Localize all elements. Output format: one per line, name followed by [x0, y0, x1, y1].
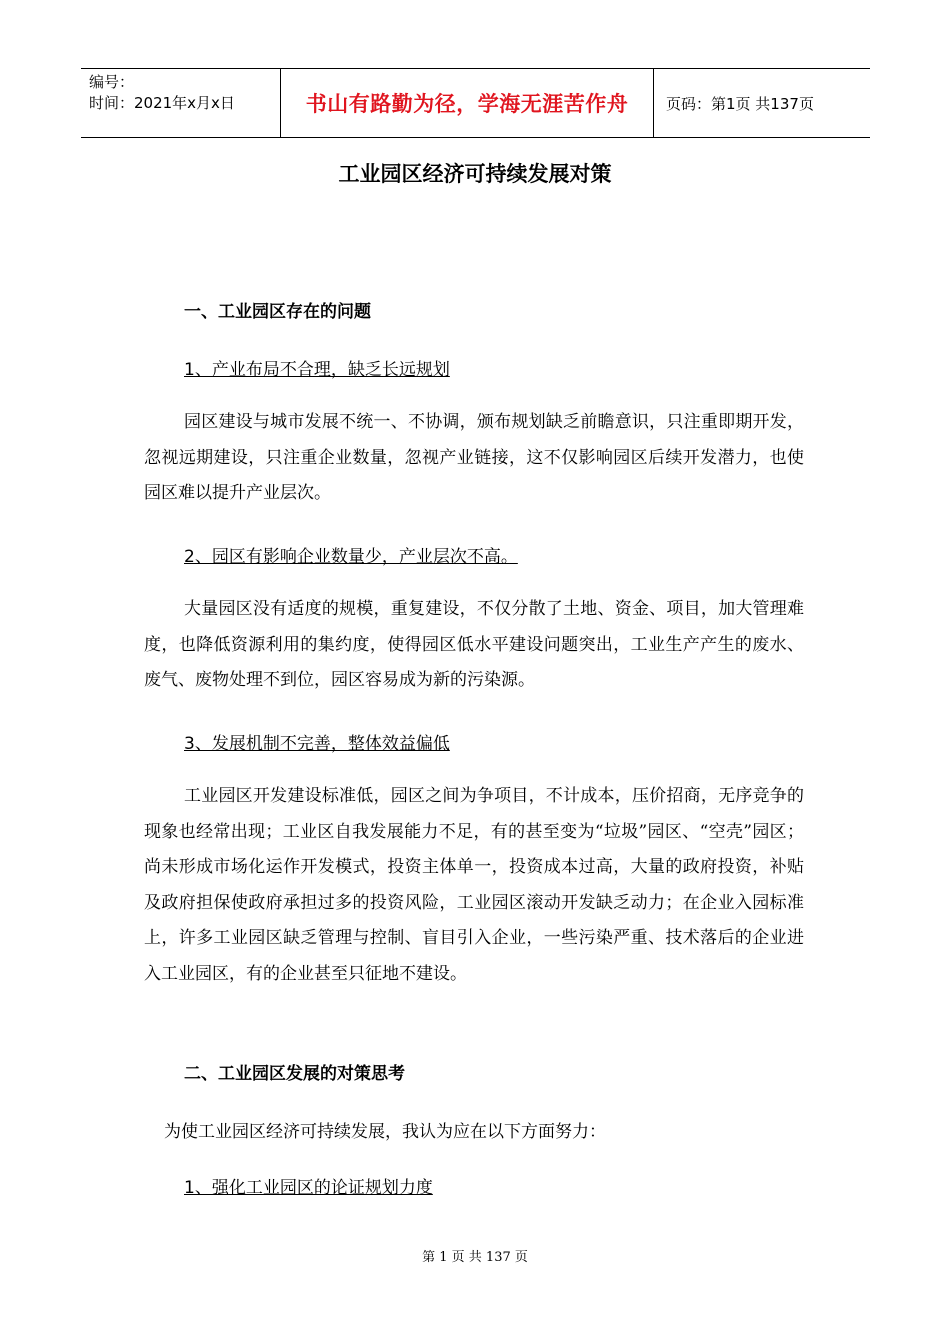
section2-heading: 二、工业园区发展的对策思考 [184, 1064, 405, 1084]
item2-paragraph: 大量园区没有适度的规模，重复建设，不仅分散了土地、资金、项目，加大管理难度，也降低资源利用的集约度，使得园区低水平建设问题突出，工业生产产生的废水、废气、废物处理不到位，园区容易成为新的污染源。 [144, 599, 804, 690]
header-page-info: 页码：第1页 共137页 [666, 94, 814, 113]
page-footer: 第 1 页 共 137 页 [422, 1250, 528, 1265]
section1-heading: 一、工业园区存在的问题 [184, 302, 371, 322]
item4-heading: 1、强化工业园区的论证规划力度 [184, 1178, 433, 1198]
time-label: 时间：2021年x月x日 [89, 94, 235, 112]
number-label: 编号： [89, 73, 135, 91]
item1-paragraph: 园区建设与城市发展不统一、不协调，颁布规划缺乏前瞻意识，只注重即期开发，忽视远期建设，只注重企业数量，忽视产业链接，这不仅影响园区后续开发潜力，也使园区难以提升产业层次。 [144, 412, 804, 503]
document-title: 工业园区经济可持续发展对策 [338, 162, 612, 186]
header-meta [81, 69, 281, 137]
item1-heading: 1、产业布局不合理，缺乏长远规划 [184, 360, 450, 380]
header-motto: 书山有路勤为径，学海无涯苦作舟 [281, 69, 654, 137]
item3-heading: 3、发展机制不完善，整体效益偏低 [184, 734, 450, 754]
item3-paragraph: 工业园区开发建设标准低，园区之间为争项目，不计成本，压价招商，无序竞争的现象也经常出现；工业区自我发展能力不足，有的甚至变为“垃圾”园区、“空壳”园区；尚未形成市场化运作开发模式，投资主体单一，投资成本过高，大量的政府投资，补贴及政府担保使政府承担过多的投资风险，工业园区滚动开发缺乏动力；在企业入园标准上，许多工业园区缺乏管理与控制、盲目引入企业，一些污染严重、技术落后的企业进入工业园区，有的企业甚至只征地不建设。 [144, 786, 804, 984]
header-table [81, 68, 870, 138]
section2-intro: 为使工业园区经济可持续发展，我认为应在以下方面努力： [164, 1122, 606, 1142]
item2-heading: 2、园区有影响企业数量少，产业层次不高。 [184, 547, 518, 567]
